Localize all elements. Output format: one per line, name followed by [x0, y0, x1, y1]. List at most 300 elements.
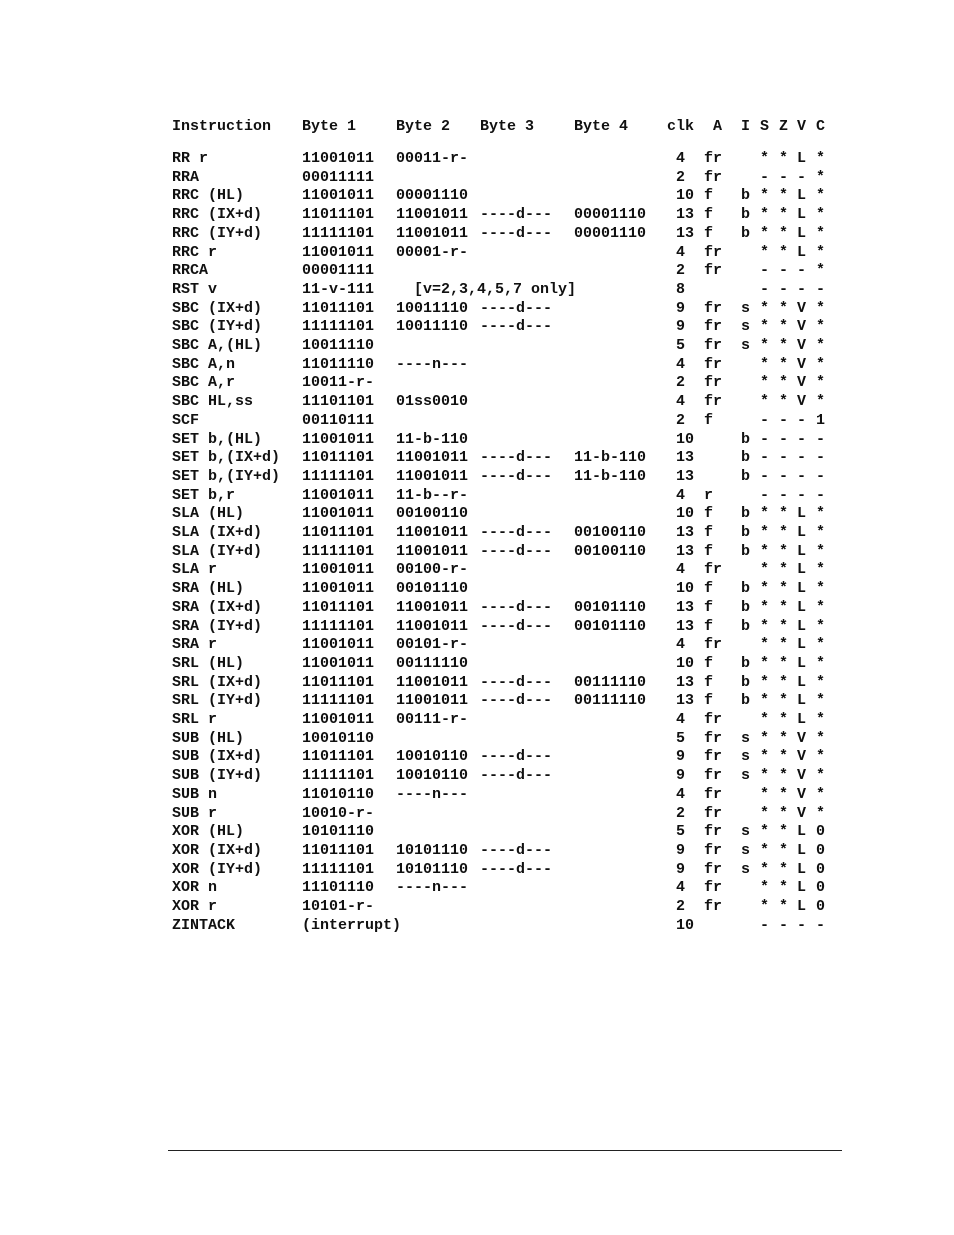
- cell-z: *: [779, 673, 789, 691]
- cell-z: *: [779, 823, 789, 841]
- cell-s: *: [760, 393, 770, 411]
- cell-clk: 5: [676, 729, 686, 747]
- cell-a: fr: [704, 823, 723, 841]
- header-instruction: Instruction: [172, 118, 272, 135]
- cell-s: -: [760, 411, 770, 429]
- table-row: [0, 225, 954, 243]
- cell-a: fr: [704, 879, 723, 897]
- header-byte2: Byte 2: [396, 118, 451, 135]
- cell-clk: 2: [676, 374, 686, 392]
- cell-v: V: [797, 374, 807, 392]
- cell-clk: 5: [676, 337, 686, 354]
- cell-i: s: [741, 748, 751, 766]
- cell-byte1: 11111101: [302, 224, 375, 242]
- cell-instruction: RRC (IY+d): [172, 224, 263, 242]
- cell-s: *: [760, 636, 770, 654]
- cell-v: V: [797, 299, 807, 317]
- cell-c: -: [816, 430, 826, 448]
- cell-v: L: [797, 561, 807, 579]
- cell-a: f: [704, 206, 714, 224]
- cell-a: fr: [704, 785, 723, 803]
- cell-byte1: 10101110: [302, 823, 375, 841]
- cell-clk: 13: [676, 542, 695, 560]
- table-row: [0, 169, 954, 187]
- cell-instruction: SBC (IY+d): [172, 318, 263, 336]
- cell-instruction: SUB n: [172, 785, 218, 803]
- cell-a: fr: [704, 337, 723, 354]
- cell-a: fr: [704, 262, 723, 280]
- cell-v: L: [797, 654, 807, 672]
- cell-clk: 4: [676, 355, 686, 373]
- cell-byte2: 00101-r-: [396, 636, 469, 654]
- cell-c: *: [816, 542, 826, 560]
- cell-v: L: [797, 692, 807, 710]
- cell-v: V: [797, 337, 807, 354]
- cell-byte1: 11001011: [302, 187, 375, 205]
- cell-byte3: ----d---: [480, 617, 553, 635]
- cell-a: f: [704, 524, 714, 541]
- cell-v: L: [797, 243, 807, 261]
- cell-byte4: 00101110: [574, 598, 647, 616]
- cell-s: -: [760, 280, 770, 298]
- cell-z: *: [779, 542, 789, 560]
- cell-byte1: 11011101: [302, 598, 375, 616]
- cell-byte1: 11001011: [302, 636, 375, 654]
- cell-byte3: ----d---: [480, 598, 553, 616]
- cell-s: *: [760, 898, 770, 915]
- header-v: V: [797, 118, 807, 135]
- cell-byte4: 11-b-110: [574, 467, 647, 485]
- table-row: [0, 805, 954, 823]
- cell-c: *: [816, 168, 826, 186]
- cell-byte1: 11-v-111: [302, 280, 375, 298]
- cell-c: 0: [816, 823, 826, 841]
- cell-byte2: 10101110: [396, 841, 469, 859]
- cell-clk: 10: [676, 505, 695, 523]
- cell-instruction: SUB (IX+d): [172, 748, 263, 766]
- cell-clk: 4: [676, 785, 686, 803]
- cell-v: L: [797, 898, 807, 915]
- cell-s: *: [760, 654, 770, 672]
- cell-z: -: [779, 168, 789, 186]
- cell-z: -: [779, 411, 789, 429]
- cell-a: fr: [704, 393, 723, 411]
- header-i: I: [741, 118, 751, 135]
- cell-c: *: [816, 524, 826, 541]
- cell-i: b: [741, 692, 751, 710]
- cell-i: b: [741, 206, 751, 224]
- cell-instruction: SRA (IY+d): [172, 617, 263, 635]
- cell-byte1: 00001111: [302, 262, 375, 280]
- cell-clk: 4: [676, 561, 686, 579]
- cell-i: b: [741, 617, 751, 635]
- table-row: [0, 393, 954, 411]
- cell-v: L: [797, 206, 807, 224]
- cell-a: f: [704, 411, 714, 429]
- cell-byte1: 11001011: [302, 150, 375, 167]
- cell-instruction: SRA (HL): [172, 580, 245, 598]
- cell-instruction: RRCA: [172, 262, 209, 280]
- cell-byte1: (interrupt): [302, 916, 402, 934]
- cell-v: L: [797, 711, 807, 728]
- table-row: [0, 543, 954, 561]
- cell-s: *: [760, 673, 770, 691]
- cell-instruction: SUB (IY+d): [172, 767, 263, 785]
- cell-s: *: [760, 748, 770, 766]
- cell-byte2: 11001011: [396, 224, 469, 242]
- header-a: A: [713, 118, 723, 135]
- cell-c: *: [816, 729, 826, 747]
- cell-v: L: [797, 542, 807, 560]
- cell-byte2: 10010110: [396, 767, 469, 785]
- cell-instruction: SBC A,n: [172, 355, 236, 373]
- cell-a: fr: [704, 636, 723, 654]
- cell-a: fr: [704, 898, 723, 915]
- cell-z: *: [779, 767, 789, 785]
- cell-clk: 10: [676, 580, 695, 598]
- cell-clk: 2: [676, 168, 686, 186]
- cell-byte2: 01ss0010: [396, 393, 469, 411]
- cell-c: *: [816, 299, 826, 317]
- cell-instruction: SUB r: [172, 804, 218, 822]
- table-row: [0, 505, 954, 523]
- cell-byte2: 11001011: [396, 617, 469, 635]
- cell-i: b: [741, 430, 751, 448]
- cell-c: 0: [816, 898, 826, 915]
- cell-clk: 9: [676, 767, 686, 785]
- cell-c: *: [816, 355, 826, 373]
- cell-byte2: 10011110: [396, 318, 469, 336]
- header-s: S: [760, 118, 770, 135]
- cell-byte1: 10011110: [302, 337, 375, 354]
- cell-v: -: [797, 262, 807, 280]
- cell-byte3: ----d---: [480, 318, 553, 336]
- cell-z: *: [779, 393, 789, 411]
- cell-instruction: RRC (HL): [172, 187, 245, 205]
- cell-s: *: [760, 505, 770, 523]
- cell-byte1: 11011101: [302, 206, 375, 224]
- cell-clk: 10: [676, 430, 695, 448]
- cell-byte1: 11101110: [302, 879, 375, 897]
- table-row: [0, 674, 954, 692]
- cell-z: *: [779, 150, 789, 167]
- table-row: [0, 842, 954, 860]
- cell-c: *: [816, 393, 826, 411]
- cell-byte2: 00111-r-: [396, 711, 469, 728]
- cell-s: *: [760, 879, 770, 897]
- cell-c: *: [816, 692, 826, 710]
- cell-z: *: [779, 804, 789, 822]
- cell-byte1: 11011101: [302, 673, 375, 691]
- cell-byte3: ----d---: [480, 841, 553, 859]
- cell-byte1: 00110111: [302, 411, 375, 429]
- cell-byte3: ----d---: [480, 692, 553, 710]
- cell-byte1: 11001011: [302, 486, 375, 504]
- cell-z: *: [779, 654, 789, 672]
- cell-c: *: [816, 598, 826, 616]
- cell-a: f: [704, 187, 714, 205]
- table-row: [0, 692, 954, 710]
- table-row: [0, 206, 954, 224]
- table-row: [0, 300, 954, 318]
- cell-a: f: [704, 542, 714, 560]
- cell-v: L: [797, 841, 807, 859]
- cell-a: f: [704, 598, 714, 616]
- cell-z: *: [779, 636, 789, 654]
- cell-byte2: 11001011: [396, 542, 469, 560]
- cell-clk: 9: [676, 841, 686, 859]
- cell-byte2: 11001011: [396, 524, 469, 541]
- cell-s: *: [760, 860, 770, 878]
- cell-z: *: [779, 224, 789, 242]
- cell-a: fr: [704, 767, 723, 785]
- table-row: [0, 412, 954, 430]
- cell-z: *: [779, 711, 789, 728]
- cell-a: f: [704, 617, 714, 635]
- cell-c: *: [816, 617, 826, 635]
- cell-a: f: [704, 673, 714, 691]
- cell-s: *: [760, 561, 770, 579]
- cell-i: s: [741, 318, 751, 336]
- cell-s: *: [760, 206, 770, 224]
- cell-byte2: 11001011: [396, 673, 469, 691]
- cell-clk: 4: [676, 879, 686, 897]
- cell-v: -: [797, 916, 807, 934]
- cell-byte2: 10010110: [396, 748, 469, 766]
- cell-a: fr: [704, 243, 723, 261]
- cell-v: L: [797, 580, 807, 598]
- cell-byte4: 00100110: [574, 524, 647, 541]
- cell-a: r: [704, 486, 714, 504]
- cell-byte1: 11011101: [302, 841, 375, 859]
- cell-byte4: 00001110: [574, 206, 647, 224]
- cell-byte2: 11-b--r-: [396, 486, 469, 504]
- cell-i: b: [741, 654, 751, 672]
- cell-c: *: [816, 711, 826, 728]
- cell-c: -: [816, 486, 826, 504]
- cell-i: s: [741, 299, 751, 317]
- cell-c: 0: [816, 841, 826, 859]
- cell-z: *: [779, 337, 789, 354]
- cell-s: *: [760, 374, 770, 392]
- cell-byte1: 11011101: [302, 299, 375, 317]
- cell-v: L: [797, 150, 807, 167]
- cell-instruction: RR r: [172, 150, 209, 167]
- cell-c: *: [816, 580, 826, 598]
- cell-v: V: [797, 393, 807, 411]
- cell-clk: 13: [676, 617, 695, 635]
- cell-byte1: 11001011: [302, 243, 375, 261]
- cell-z: -: [779, 262, 789, 280]
- cell-clk: 2: [676, 262, 686, 280]
- cell-z: -: [779, 467, 789, 485]
- cell-s: *: [760, 767, 770, 785]
- cell-byte1: 11001011: [302, 430, 375, 448]
- header-byte4: Byte 4: [574, 118, 629, 135]
- cell-byte2: 00101110: [396, 580, 469, 598]
- cell-v: V: [797, 804, 807, 822]
- cell-byte2: ----n---: [396, 879, 469, 897]
- cell-instruction: SLA (HL): [172, 505, 245, 523]
- cell-byte1: 10011-r-: [302, 374, 375, 392]
- cell-instruction: SRA r: [172, 636, 218, 654]
- cell-c: *: [816, 262, 826, 280]
- cell-a: fr: [704, 804, 723, 822]
- cell-c: *: [816, 187, 826, 205]
- cell-byte1: 11111101: [302, 467, 375, 485]
- cell-i: s: [741, 729, 751, 747]
- cell-a: fr: [704, 150, 723, 167]
- cell-byte1: 11010110: [302, 785, 375, 803]
- cell-v: -: [797, 411, 807, 429]
- cell-s: *: [760, 617, 770, 635]
- cell-clk: 2: [676, 804, 686, 822]
- footer-rule: [168, 1150, 842, 1151]
- cell-c: 0: [816, 860, 826, 878]
- cell-z: -: [779, 280, 789, 298]
- header-c: C: [816, 118, 826, 135]
- cell-v: V: [797, 748, 807, 766]
- cell-i: b: [741, 524, 751, 541]
- cell-i: b: [741, 467, 751, 485]
- cell-clk: 4: [676, 150, 686, 167]
- cell-instruction: RRC (IX+d): [172, 206, 263, 224]
- cell-z: *: [779, 841, 789, 859]
- table-row: [0, 917, 954, 935]
- cell-z: *: [779, 860, 789, 878]
- cell-s: -: [760, 168, 770, 186]
- cell-byte1: 11111101: [302, 767, 375, 785]
- cell-byte2: 11-b-110: [396, 430, 469, 448]
- cell-c: *: [816, 374, 826, 392]
- table-row: [0, 449, 954, 467]
- cell-i: b: [741, 224, 751, 242]
- cell-s: *: [760, 337, 770, 354]
- cell-i: b: [741, 542, 751, 560]
- cell-z: *: [779, 748, 789, 766]
- cell-s: *: [760, 692, 770, 710]
- cell-s: *: [760, 580, 770, 598]
- cell-byte1: 11111101: [302, 860, 375, 878]
- cell-s: *: [760, 150, 770, 167]
- table-row: [0, 730, 954, 748]
- cell-v: V: [797, 355, 807, 373]
- cell-v: L: [797, 187, 807, 205]
- cell-instruction: SRA (IX+d): [172, 598, 263, 616]
- cell-a: f: [704, 224, 714, 242]
- cell-clk: 13: [676, 449, 695, 467]
- cell-clk: 13: [676, 673, 695, 691]
- cell-byte1: 11011101: [302, 524, 375, 541]
- table-row: [0, 786, 954, 804]
- table-row: [0, 599, 954, 617]
- cell-z: *: [779, 243, 789, 261]
- cell-byte4: 00111110: [574, 673, 647, 691]
- cell-clk: 4: [676, 393, 686, 411]
- cell-a: fr: [704, 561, 723, 579]
- cell-z: *: [779, 598, 789, 616]
- cell-v: L: [797, 860, 807, 878]
- cell-byte1: 00011111: [302, 168, 375, 186]
- cell-byte1: 11111101: [302, 617, 375, 635]
- cell-z: *: [779, 785, 789, 803]
- cell-z: *: [779, 206, 789, 224]
- cell-byte3: ----d---: [480, 748, 553, 766]
- cell-byte1: 11111101: [302, 318, 375, 336]
- cell-instruction: SRL (IY+d): [172, 692, 263, 710]
- cell-a: fr: [704, 841, 723, 859]
- cell-c: -: [816, 916, 826, 934]
- cell-byte2: 00001110: [396, 187, 469, 205]
- cell-z: *: [779, 505, 789, 523]
- table-row: [0, 337, 954, 355]
- cell-v: V: [797, 318, 807, 336]
- cell-byte3: ----d---: [480, 860, 553, 878]
- cell-v: L: [797, 524, 807, 541]
- cell-z: *: [779, 318, 789, 336]
- cell-a: fr: [704, 729, 723, 747]
- cell-instruction: XOR (HL): [172, 823, 245, 841]
- table-row: [0, 356, 954, 374]
- cell-byte2: 00001-r-: [396, 243, 469, 261]
- cell-c: *: [816, 561, 826, 579]
- cell-s: *: [760, 841, 770, 859]
- table-row: [0, 618, 954, 636]
- cell-i: s: [741, 823, 751, 841]
- cell-v: L: [797, 505, 807, 523]
- cell-a: f: [704, 580, 714, 598]
- cell-byte4: 11-b-110: [574, 449, 647, 467]
- cell-clk: 10: [676, 654, 695, 672]
- cell-z: *: [779, 898, 789, 915]
- cell-s: *: [760, 318, 770, 336]
- cell-a: fr: [704, 374, 723, 392]
- table-row: [0, 748, 954, 766]
- cell-a: fr: [704, 168, 723, 186]
- cell-clk: 13: [676, 524, 695, 541]
- cell-instruction: SLA (IX+d): [172, 524, 263, 541]
- cell-s: *: [760, 729, 770, 747]
- cell-c: *: [816, 767, 826, 785]
- cell-z: *: [779, 729, 789, 747]
- cell-c: -: [816, 467, 826, 485]
- cell-instruction: SUB (HL): [172, 729, 245, 747]
- header-byte1: Byte 1: [302, 118, 357, 135]
- cell-c: *: [816, 654, 826, 672]
- cell-z: *: [779, 374, 789, 392]
- cell-byte1: 11001011: [302, 505, 375, 523]
- cell-z: *: [779, 580, 789, 598]
- cell-clk: 13: [676, 467, 695, 485]
- cell-i: b: [741, 187, 751, 205]
- cell-c: *: [816, 505, 826, 523]
- cell-instruction: SET b,(IX+d): [172, 449, 281, 467]
- cell-instruction: XOR (IX+d): [172, 841, 263, 859]
- cell-z: *: [779, 187, 789, 205]
- cell-clk: 13: [676, 206, 695, 224]
- cell-clk: 10: [676, 187, 695, 205]
- cell-z: -: [779, 430, 789, 448]
- cell-c: *: [816, 206, 826, 224]
- cell-s: -: [760, 486, 770, 504]
- cell-s: *: [760, 785, 770, 803]
- header-byte3: Byte 3: [480, 118, 535, 135]
- cell-c: *: [816, 636, 826, 654]
- cell-byte1: 11011101: [302, 748, 375, 766]
- cell-byte1: 10010110: [302, 729, 375, 747]
- table-row: [0, 431, 954, 449]
- cell-c: *: [816, 804, 826, 822]
